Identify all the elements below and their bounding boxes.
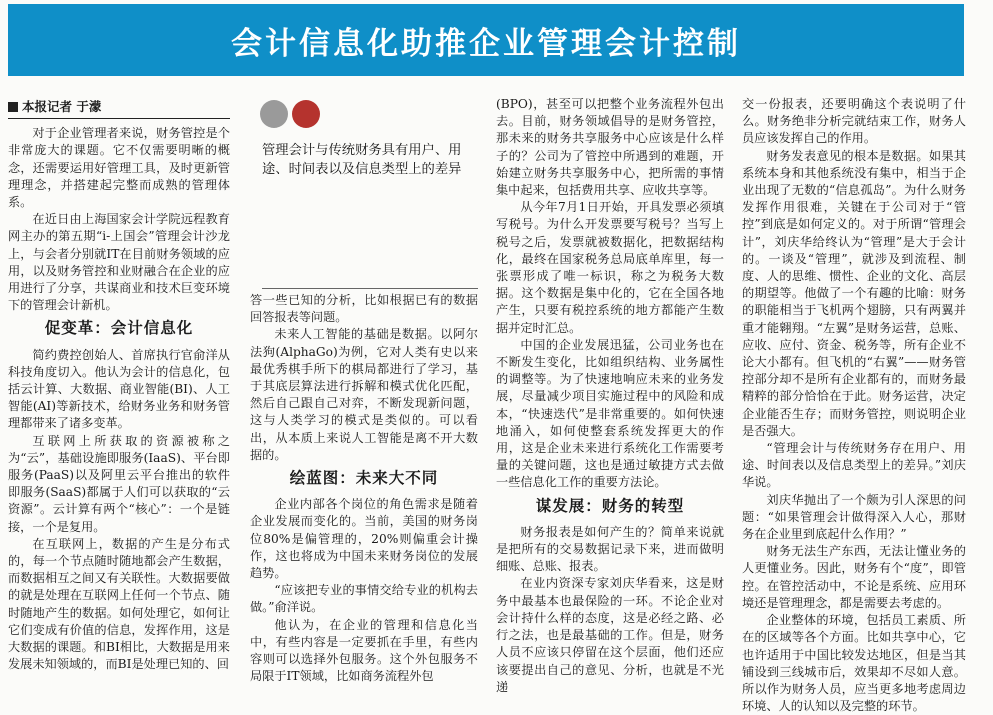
paragraph: 互联网上所获取的资源被称之为“云”，基础设施即服务(IaaS)、平台即服务(PaaS)以及阿里云平台推出的软件即服务(SaaS)都属于人们可以获取的“云资源”。云计算有两个“核心”：一个是链接，一个是复用。 [8,433,230,534]
section-heading: 谋发展：财务的转型 [535,496,685,515]
paragraph: 刘庆华抛出了一个颇为引人深思的问题：“如果管理会计做得深入人心，那财务在企业里到底起什么作用？” [742,492,966,542]
section-heading: 促变革：会计信息化 [44,319,194,338]
paragraph: 答一些已知的分析，比如根据已有的数据回答报表等问题。 [250,293,478,325]
pull-quote [262,100,462,179]
decorative-dots [260,100,462,128]
paragraph: 交一份报表，还要明确这个表说明了什么。财务绝非分析完就结束工作，财务人员应该发挥自己的作用。 [742,97,966,146]
article-column-2 [250,292,478,685]
article-column-3 [496,96,724,696]
byline: 本报记者 于濛 [8,98,230,119]
paragraph: 财务报表是如何产生的？简单来说就是把所有的交易数据记录下来，进而做明细账、总账、报表。 [496,524,724,574]
article-column-4 [742,96,966,715]
paragraph: 企业内部各个岗位的角色需求是随着企业发展而变化的。当前，美国的财务岗位80%是偏管理的，20%则偏重会计操作，这也将成为中国未来财务岗位的发展趋势。 [250,497,478,581]
paragraph: 从今年7月1日开始，开具发票必须填写税号。为什么开发票要写税号？当写上税号之后，发票就被数据化，把数据结构化，最终在国家税务总局底单库里，每一张票形成了唯一标识，称之为税务大数据。这个数据是集中化的，它在全国各地产生，只要有税控系统的地方都能产生数据并定时汇总。 [496,200,724,335]
red-dot-icon [292,100,320,128]
section-heading: 绘蓝图：未来大不同 [289,469,439,488]
paragraph: “应该把专业的事情交给专业的机构去做。”俞洋说。 [250,583,478,615]
paragraph: 他认为，在企业的管理和信息化当中，有些内容是一定要抓在手里，有些内容则可以选择外包服务。这个外包服务不局限于IT领域，比如商务流程外包 [250,617,478,684]
square-bullet-icon [8,102,18,112]
paragraph: “管理会计与传统财务存在用户、用途、时间表以及信息类型上的差异。”刘庆华说。 [742,441,966,490]
pull-quote-text: 管理会计与传统财务具有用户、用途、时间表以及信息类型上的差异 [262,143,462,177]
paragraph: 企业整体的环境，包括员工素质、所在的区域等各个方面。比如共享中心，它也许适用于中国比较发达地区，但是当其铺设到三线城市后，效果却不尽如人意。所以作为财务人员，应当更多地考虑周边环境、人的认知以及完整的环节。 [742,613,966,714]
headline: 会计信息化助推企业管理会计控制 [231,25,741,62]
article-column-1 [8,98,230,674]
paragraph: 对于企业管理者来说，财务管控是个非常庞大的课题。它不仅需要明晰的概念，还需要运用好管理工具，及时更新管理理念，并搭建起完整而成熟的管理体系。 [8,126,230,210]
paragraph: 未来人工智能的基础是数据。以阿尔法狗(AlphaGo)为例，它对人类有史以来最优秀棋手所下的棋局都进行了学习，基于其底层算法进行拆解和模式优化匹配，然后自己跟自己对弈，不断发现新问题，这与人类学习的模式是类似的。可以看出，从本质上来说人工智能是离不开大数据的。 [250,327,478,462]
paragraph: 财务发表意见的根本是数据。如果其系统本身和其他系统没有集中，相当于企业出现了无数的“信息孤岛”。为什么财务发挥作用很难，关键在于公司对于“管控”到底是如何定义的。对于所谓“管理会计”，刘庆华给终认为“管理”是大于会计的。一谈及“管理”，就涉及到流程、制度、人的思维、惯性、企业的文化、高层的期望等。他做了一个有趣的比喻：财务的职能相当于飞机两个翅膀，只有两翼并重才能翱翔。“左翼”是财务运营，总账、应收、应付、资金、税务等，所有企业不论大小都有。但飞机的“右翼”——财务管控部分却不是所有企业都有的，而财务最精粹的部分恰恰在于此。财务运营，决定企业能否生存；而财务管控，则说明企业是否强大。 [742,148,966,438]
paragraph: 中国的企业发展迅猛，公司业务也在不断发生变化，比如组织结构、业务属性的调整等。为了快速地响应未来的业务发展，尽量减少项目实施过程中的风险和成本，“快速迭代”是非常重要的。如何快速地涌入，如何使整套系统发挥更大的作用，这是企业未来进行系统化工作需要考量的关键问题，这也是通过敏捷方式去做一些信息化工作的重要方法论。 [496,337,724,490]
paragraph: 在互联网上，数据的产生是分布式的，每一个节点随时随地都会产生数据，而数据相互之间又有关联性。大数据要做的就是处理在互联网上任何一个节点、随时随地产生的数据。如何处理它，如何让它们变成有价值的信息，发挥作用，这是大数据的课题。和BI相比，大数据是用来发展未知领域的，而BI是处理已知的、回 [8,536,230,672]
paragraph: (BPO)，甚至可以把整个业务流程外包出去。目前，财务领域倡导的是财务管控，那未来的财务共享服务中心应该是什么样子的？公司为了管控中所遇到的难题，开始建立财务共享服务中心，把所需的事情集中起来，包括费用共享、应收共享等。 [496,97,724,198]
divider [262,288,478,289]
paragraph: 简约费控创始人、首席执行官俞洋从科技角度切入。他认为会计的信息化，包括云计算、大数据、商业智能(BI)、人工智能(AI)等新技术，给财务业务和财务管理都带来了诸多变革。 [8,347,230,431]
paragraph: 在近日由上海国家会计学院远程教育网主办的第五期“i-上国会”管理会计沙龙上，与会者分别就IT在目前财务领域的应用，以及财务管控和业财融合在企业的应用进行了分享，共谋商业和技术巨变环境下的管理会计新机。 [8,212,230,313]
paragraph: 在业内资深专家刘庆华看来，这是财务中最基本也最保险的一环。不论企业对会计持什么样的态度，这是必经之路、必行之法，也是最基础的工作。但是，财务人员不应该只停留在这个层面，他们还应该要提出自己的意见、分析，也就是不光递 [496,576,724,694]
gray-dot-icon [260,100,288,128]
headline-banner [8,4,964,76]
paragraph: 财务无法生产东西，无法让懂业务的人更懂业务。因此，财务有个“度”，即管控。在管控活动中，不论是系统、应用环境还是管理理念，都是需要去考虑的。 [742,544,966,610]
